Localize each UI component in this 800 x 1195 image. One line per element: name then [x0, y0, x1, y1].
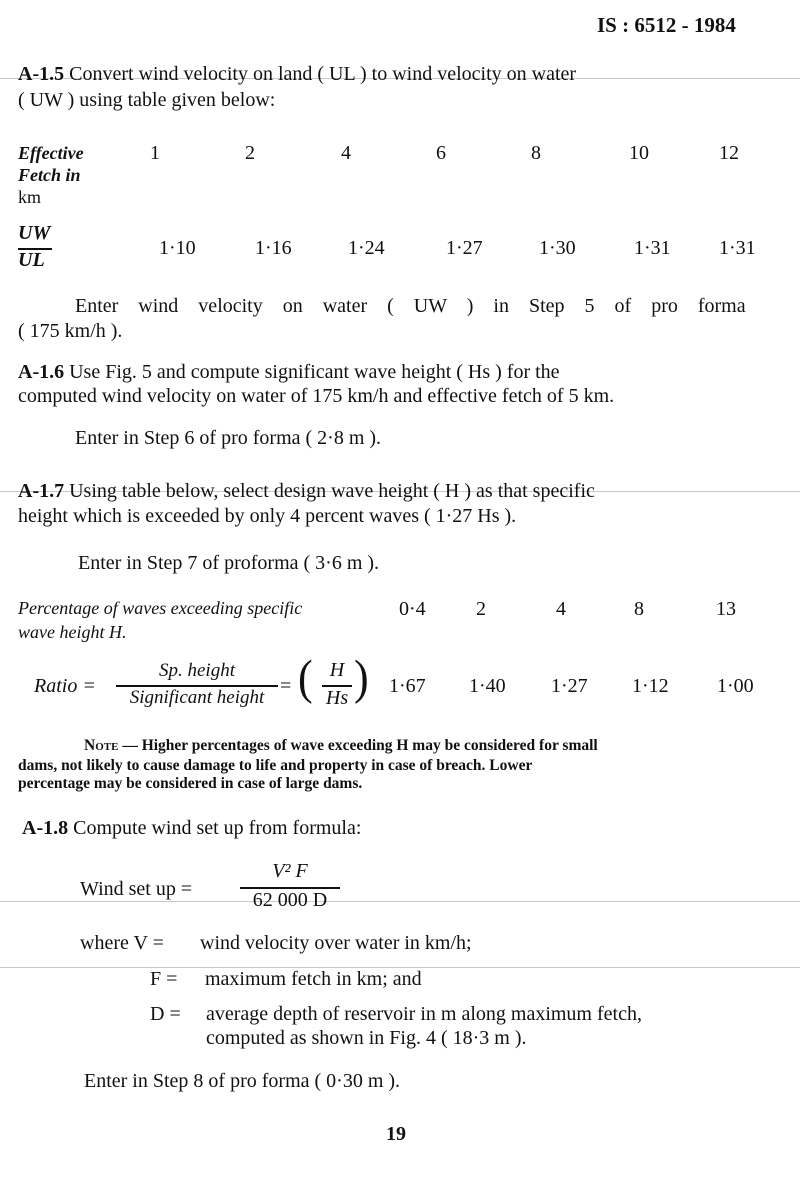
section-a18-line1 [22, 817, 361, 840]
ratio-label: Ratio = [34, 675, 96, 697]
fetch-value: 6 [436, 142, 446, 164]
section-text: Using table below, select design wave height ( H ) as that specific [69, 480, 595, 502]
sp-height-label: Sp. height [159, 660, 235, 681]
section-a17-line1 [18, 480, 595, 503]
ratio-value: 1·16 [255, 237, 292, 259]
wind-setup-label: Wind set up = [80, 878, 193, 900]
where-f-lhs: F = [150, 968, 178, 990]
ratio-value: 1·31 [634, 237, 671, 259]
section-a16-line2: computed wind velocity on water of 175 km/h and effective fetch of 5 km. [18, 385, 615, 407]
pct-value: 0·4 [399, 598, 426, 620]
formula-denominator: 62 000 D [252, 889, 328, 911]
section-text: Convert wind velocity on land ( UL ) to wind velocity on water [69, 63, 577, 85]
enter-step6: Enter in Step 6 of pro forma ( 2·8 m ). [75, 427, 382, 449]
fetch-value: 12 [719, 142, 739, 164]
note-label: Note [84, 737, 119, 754]
section-number: A-1.5 [18, 63, 65, 85]
fetch-label-3: km [18, 187, 42, 207]
wave-ratio-value: 1·12 [632, 675, 669, 697]
pct-label-2: wave height H. [18, 622, 127, 642]
pct-value: 2 [476, 598, 486, 620]
where-d-rhs2: computed as shown in Fig. 4 ( 18·3 m ). [206, 1027, 527, 1049]
pct-label-1: Percentage of waves exceeding specific [18, 598, 303, 618]
pct-value: 13 [716, 598, 736, 620]
page-number: 19 [386, 1123, 406, 1145]
ratio-value: 1·24 [348, 237, 385, 259]
fetch-label-2: Fetch in [18, 165, 81, 185]
right-paren: ) [354, 650, 369, 705]
document-header: IS : 6512 - 1984 [597, 13, 736, 37]
significant-height-label: Significant height [129, 687, 265, 708]
hs-symbol: Hs [325, 687, 349, 709]
enter-step5-line2: ( 175 km/h ). [18, 320, 123, 342]
section-text: Compute wind set up from formula: [73, 817, 362, 839]
uw-ul-fraction [18, 222, 60, 274]
scan-rule [0, 901, 800, 902]
where-v-rhs: wind velocity over water in km/h; [200, 932, 472, 954]
formula-numerator: V² F [272, 860, 308, 882]
section-number: A-1.7 [18, 480, 65, 502]
fetch-value: 10 [629, 142, 649, 164]
enter-step8: Enter in Step 8 of pro forma ( 0·30 m ). [84, 1070, 401, 1092]
fetch-value: 2 [245, 142, 255, 164]
where-v-lhs: where V = [80, 932, 164, 954]
h-symbol: H [329, 659, 345, 681]
note-line3: percentage may be considered in case of large dams. [18, 775, 363, 792]
ul-label: UL [18, 249, 45, 271]
section-number: A-1.6 [18, 361, 65, 383]
section-text: Use Fig. 5 and compute significant wave height ( Hs ) for the [69, 361, 560, 383]
note-line2: dams, not likely to cause damage to life and property in case of breach. Lower [18, 757, 533, 774]
ratio-value: 1·10 [159, 237, 196, 259]
uw-label: UW [18, 222, 51, 244]
left-paren: ( [298, 650, 313, 705]
equals-sign: = [280, 675, 292, 697]
fetch-label-1: Effective [18, 143, 84, 163]
section-a15-line2: ( UW ) using table given below: [18, 89, 276, 111]
ratio-value: 1·27 [446, 237, 483, 259]
height-ratio-fraction [116, 660, 278, 716]
where-d-lhs: D = [150, 1003, 181, 1025]
wave-ratio-value: 1·27 [551, 675, 588, 697]
where-f-rhs: maximum fetch in km; and [205, 968, 422, 990]
h-over-hs-fraction [322, 659, 352, 715]
enter-step5-line1: Enter wind velocity on water ( UW ) in Step 5 of pro forma [75, 295, 746, 317]
section-a17-line2: height which is exceeded by only 4 percent waves ( 1·27 Hs ). [18, 505, 517, 527]
section-number: A-1.8 [22, 817, 69, 839]
enter-step7: Enter in Step 7 of proforma ( 3·6 m ). [78, 552, 380, 574]
where-d-rhs1: average depth of reservoir in m along maximum fetch, [206, 1003, 642, 1025]
fetch-value: 1 [150, 142, 160, 164]
pct-value: 8 [634, 598, 644, 620]
wave-ratio-value: 1·00 [717, 675, 754, 697]
section-a16-line1 [18, 361, 560, 384]
fetch-value: 4 [341, 142, 351, 164]
pct-value: 4 [556, 598, 566, 620]
note-text: — Higher percentages of wave exceeding H may be considered for small [122, 737, 598, 754]
ratio-value: 1·30 [539, 237, 576, 259]
wave-ratio-value: 1·40 [469, 675, 506, 697]
note-line1 [84, 737, 598, 755]
wave-ratio-value: 1·67 [389, 675, 426, 697]
ratio-value: 1·31 [719, 237, 756, 259]
section-a15-line1 [18, 63, 576, 86]
wind-setup-fraction [240, 860, 340, 916]
fetch-value: 8 [531, 142, 541, 164]
